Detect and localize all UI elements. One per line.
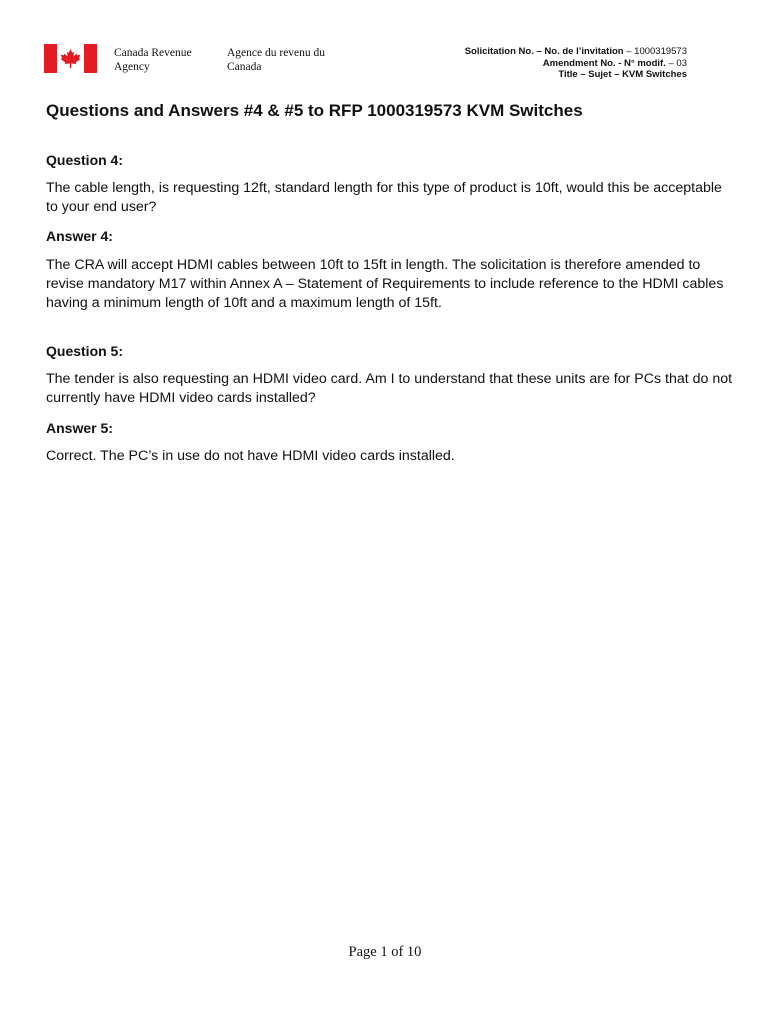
document-body bbox=[46, 100, 736, 466]
agency-name-english: Canada Revenue Agency bbox=[114, 47, 192, 73]
canada-flag-icon bbox=[44, 44, 97, 73]
question-4-text: The cable length, is requesting 12ft, standard length for this type of product is 10ft, would this be acceptable to your end user? bbox=[46, 180, 722, 215]
flag-left-band bbox=[44, 44, 57, 73]
answer-5-text: Correct. The PC’s in use do not have HDMI video cards installed. bbox=[46, 448, 455, 464]
solicitation-value: – 1000319573 bbox=[626, 46, 687, 57]
document-title: Questions and Answers #4 & #5 to RFP 1000319573 KVM Switches bbox=[46, 101, 583, 120]
question-4-heading: Question 4: bbox=[46, 152, 124, 168]
answer-5-heading: Answer 5: bbox=[46, 420, 113, 436]
amendment-line bbox=[465, 58, 687, 70]
answer-4-heading: Answer 4: bbox=[46, 228, 113, 244]
flag-right-band bbox=[84, 44, 97, 73]
answer-4-text: The CRA will accept HDMI cables between 10ft to 15ft in length. The solicitation is therefore amended to revise mandatory M17 within Annex A – Statement of Requirements to include reference to the HDMI cables having a minimum length of 10ft and a maximum length of 15ft. bbox=[46, 257, 724, 311]
solicitation-meta bbox=[465, 46, 687, 81]
title-line: Title – Sujet – KVM Switches bbox=[558, 69, 687, 80]
maple-leaf-icon bbox=[60, 49, 81, 68]
solicitation-line bbox=[465, 46, 687, 58]
solicitation-label: Solicitation No. – No. de l’invitation bbox=[464, 46, 624, 57]
amendment-label: Amendment No. - N° modif. bbox=[542, 57, 666, 69]
document-header bbox=[0, 0, 770, 90]
question-5-text: The tender is also requesting an HDMI video card. Am I to understand that these units are for PCs that do not currently have HDMI video cards installed? bbox=[46, 371, 733, 406]
question-5-heading: Question 5: bbox=[46, 343, 124, 359]
page-number: Page 1 of 10 bbox=[348, 944, 422, 960]
amendment-value: – 03 bbox=[668, 57, 687, 69]
agency-name-french: Agence du revenu du Canada bbox=[227, 47, 326, 73]
